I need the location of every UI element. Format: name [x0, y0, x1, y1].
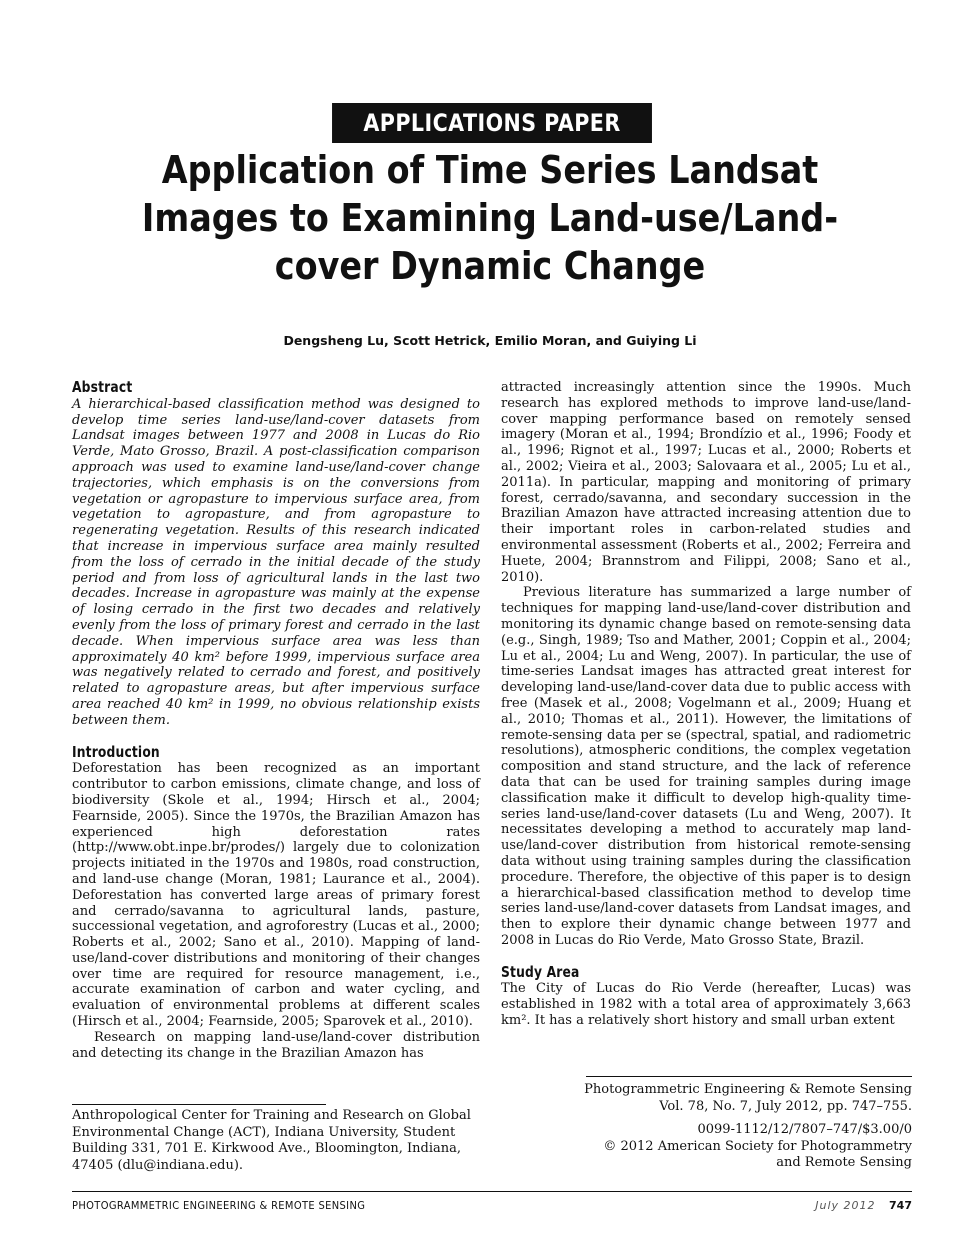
- introduction-paragraph-2: Research on mapping land-use/land-cover distribution and detecting its change in the Brazilian Amazon has: [72, 1029, 480, 1061]
- footer-journal-name: PHOTOGRAMMETRIC ENGINEERING & REMOTE SENSING: [72, 1199, 366, 1212]
- introduction-heading: Introduction: [72, 742, 160, 761]
- journal-info-divider: [586, 1076, 912, 1077]
- abstract-text: A hierarchical-based classification method was designed to develop time series land-use/land-cover datasets from Landsat images between 1977 and 2008 in Lucas do Rio Verde, Mato Grosso, Brazil. A post-classification comparison approach was used to examine land-use/land-cover change trajectories, which emphasis is on the conversions from vegetation or agropasture to impervious surface area, from vegetation to agropasture, and from agropasture to regenerating vegetation. Results of this research indicated that increase in impervious surface area mainly resulted from the loss of cerrado in the initial decade of the study period and from loss of agricultural lands in the last two decades. Increase in agropasture was mainly at the expense of losing cerrado in the first two decades and relatively evenly from the loss of primary forest and cerrado in the last decade. When impervious surface area was less than approximately 40 km² before 1999, impervious surface area was negatively related to cerrado and forest, and positively related to agropasture areas, but after impervious surface area reached 40 km² in 1999, no obvious relationship exists between them.: [72, 396, 480, 728]
- right-column: [501, 380, 911, 1029]
- author-affiliation-footnote: [72, 1108, 482, 1174]
- footer-page-info: [815, 1199, 912, 1212]
- author-list: Dengsheng Lu, Scott Hetrick, Emilio Moran, and Guiying Li: [283, 333, 697, 348]
- abstract-heading: Abstract: [72, 378, 133, 396]
- footnote-divider: [72, 1104, 326, 1105]
- footer-divider: [72, 1191, 912, 1192]
- paper-type-badge: APPLICATIONS PAPER: [332, 103, 652, 143]
- footer-month: July 2012: [815, 1199, 876, 1212]
- journal-title: Photogrammetric Engineering & Remote Sensing: [584, 1082, 912, 1097]
- paper-title: Application of Time Series Landsat Images to Examining Land-use/Land-cover Dynamic Change: [141, 148, 839, 288]
- study-area-paragraph: The City of Lucas do Rio Verde (hereafter, Lucas) was established in 1982 with a total area of approximately 3,663 km². It has a relatively short history and small urban extent: [501, 981, 911, 1029]
- journal-info: [540, 1082, 912, 1172]
- copyright-line-2: and Remote Sensing: [776, 1155, 912, 1170]
- affiliation-text: Anthropological Center for Training and Research on Global Environmental Change (ACT), Indiana University, Student Building 331, 701 E. Kirkwood Ave., Bloomington, Indiana, 47405 (dlu@indiana.edu).: [72, 1108, 471, 1173]
- study-area-heading: Study Area: [501, 962, 580, 981]
- page-number: 747: [889, 1199, 912, 1212]
- left-column: [72, 380, 480, 1061]
- introduction-paragraph-3: attracted increasingly attention since the 1990s. Much research has explored methods to improve land-use/land-cover mapping performance based on remotely sensed imagery (Moran et al., 1994; Brondízio et al., 1996; Foody et al., 1996; Rignot et al., 1997; Lucas et al., 2000; Roberts et al., 2002; Vieira et al., 2003; Salovaara et al., 2005; Lu et al., 2011a). In particular, mapping and monitoring of primary forest, cerrado/savanna, and secondary succession in the Brazilian Amazon have attracted increasing attention due to their important roles in carbon-related studies and environmental assessment (Roberts et al., 2002; Ferreira and Huete, 2004; Brannstrom and Filippi, 2008; Sano et al., 2010).: [501, 380, 911, 585]
- introduction-paragraph-4: Previous literature has summarized a large number of techniques for mapping land-use/land-cover distribution and monitoring its dynamic change based on remote-sensing data (e.g., Singh, 1989; Tso and Mather, 2001; Coppin et al., 2004; Lu et al., 2004; Lu and Weng, 2007). In particular, the use of time-series Landsat images has attracted great interest for developing land-use/land-cover data due to public access with free (Masek et al., 2008; Vogelmann et al., 2009; Huang et al., 2010; Thomas et al., 2011). However, the limitations of remote-sensing data per se (spectral, spatial, and radiometric resolutions), atmospheric conditions, the complex vegetation composition and stand structure, and the lack of reference data that can be used for training samples during image classification make it difficult to develop high-quality time-series land-use/land-cover datasets (Lu and Weng, 2007). It necessitates developing a method to accurately map land-use/land-cover distribution from historical remote-sensing data without using training samples during the classification procedure. Therefore, the objective of this paper is to design a hierarchical-based classification method to develop time series land-use/land-cover datasets from Landsat images, and then to explore their dynamic change between 1977 and 2008 in Lucas do Rio Verde, Mato Grosso State, Brazil.: [501, 585, 911, 948]
- journal-issn: 0099-1112/12/7807–747/$3.00/0: [697, 1122, 912, 1137]
- copyright-line: © 2012 American Society for Photogrammetry: [603, 1138, 912, 1154]
- introduction-paragraph-1: Deforestation has been recognized as an important contributor to carbon emissions, climate change, and loss of biodiversity (Skole et al., 1994; Hirsch et al., 2004; Fearnside, 2005). Since the 1970s, the Brazilian Amazon has experienced high deforestation rates (http://www.obt.inpe.br/prodes/) largely due to colonization projects initiated in the 1970s and 1980s, road construction, and land-use change (Moran, 1981; Laurance et al., 2004). Deforestation has converted large areas of primary forest and cerrado/savanna to agricultural lands, pasture, successional vegetation, and agroforestry (Lucas et al., 2000; Roberts et al., 2002; Sano et al., 2010). Mapping of land-use/land-cover distributions and monitoring of their changes over time are required for resource management, i.e., accurate examination of carbon and water cycling, and evaluation of environmental problems at different scales (Hirsch et al., 2004; Fearnside, 2005; Sparovek et al., 2010).: [72, 761, 480, 1030]
- journal-volume: Vol. 78, No. 7, July 2012, pp. 747–755.: [659, 1098, 912, 1114]
